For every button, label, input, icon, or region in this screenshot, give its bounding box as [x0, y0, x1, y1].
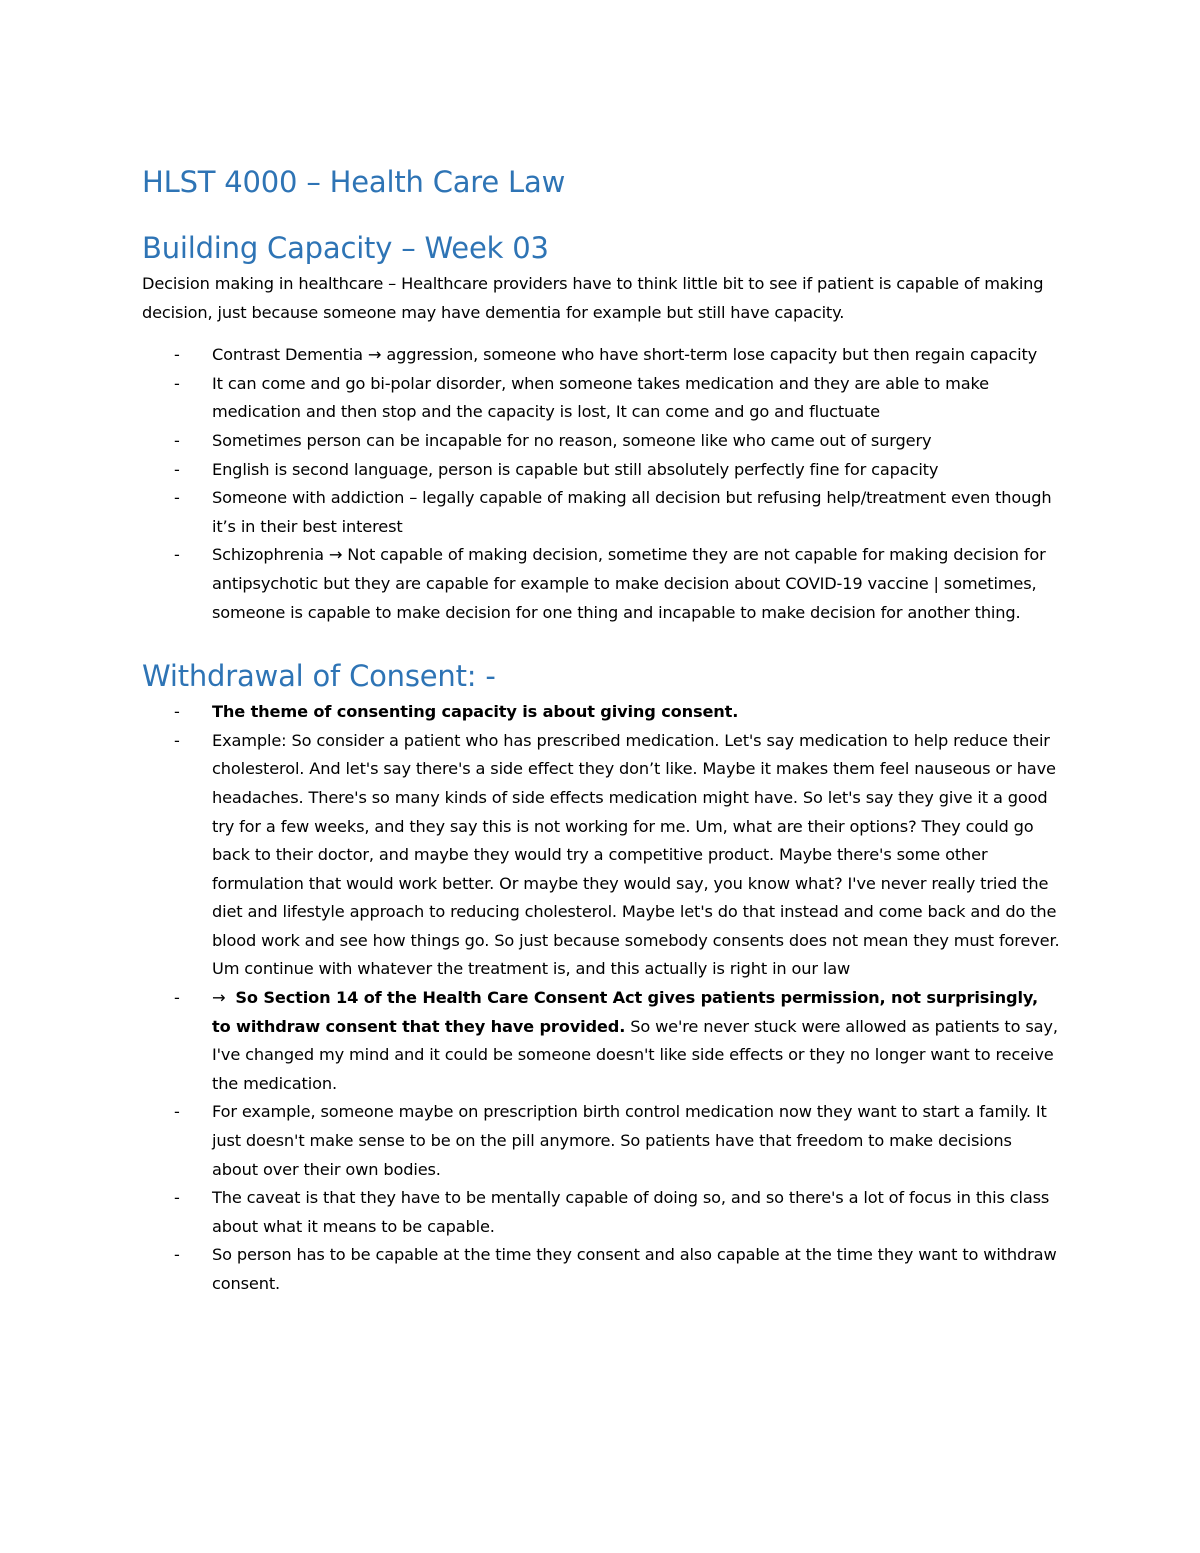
list-item-text: English is second language, person is capable but still absolutely perfectly fine for capacity — [212, 459, 939, 479]
list-item — [142, 427, 1062, 456]
bullet-dash: - — [174, 430, 180, 450]
document-page — [142, 160, 1062, 1299]
list-item-text: Example: So consider a patient who has prescribed medication. Let's say medication to help reduce their cholesterol. And let's say there's a side effect they don’t like. Maybe it makes them feel nauseous or have headaches. There's so many kinds of side effects medication might have. So let's say they give it a good try for a few weeks, and they say this is not working for me. Um, what are their options? They could go back to their doctor, and maybe they would try a competitive product. Maybe there's some other formulation that would work better. Or maybe they would say, you know what? I've never really tried the diet and lifestyle approach to reducing cholesterol. Maybe let's do that instead and come back and do the blood work and see how things go. So just because somebody consents does not mean they must forever. Um continue with whatever the treatment is, and this actually is right in our law — [212, 730, 1060, 979]
arrow-icon: → — [212, 988, 226, 1008]
list-item — [142, 370, 1062, 427]
list-item — [142, 1098, 1062, 1184]
list-item — [142, 541, 1062, 627]
bullet-dash: - — [174, 545, 180, 565]
list-item — [142, 698, 1062, 727]
bullet-dash: - — [174, 1245, 180, 1265]
building-capacity-list — [142, 341, 1062, 627]
list-item — [142, 727, 1062, 984]
list-item — [142, 484, 1062, 541]
list-item — [142, 984, 1062, 1098]
withdrawal-list — [142, 698, 1062, 1298]
course-title: HLST 4000 – Health Care Law — [142, 165, 566, 199]
list-item — [142, 1241, 1062, 1298]
list-item-text: Schizophrenia → Not capable of making decision, sometime they are not capable for making decision for antipsychotic but they are capable for example to make decision about COVID-19 vaccine | sometimes, someone is capable to make decision for one thing and incapable to make decision for another thing. — [212, 545, 1046, 622]
list-item — [142, 1184, 1062, 1241]
list-item — [142, 341, 1062, 370]
list-item-text: The caveat is that they have to be mentally capable of doing so, and so there's a lot of focus in this class about what it means to be capable. — [212, 1188, 1050, 1236]
bullet-dash: - — [174, 488, 180, 508]
bullet-dash: - — [174, 345, 180, 365]
bullet-dash: - — [174, 1102, 180, 1122]
list-item-text: So person has to be capable at the time they consent and also capable at the time they want to withdraw consent. — [212, 1245, 1057, 1293]
list-item-bold-text: So Section 14 of the Health Care Consent Act gives patients permission, not surprisingly, to withdraw consent that they have provided. — [212, 988, 1038, 1036]
list-item — [142, 456, 1062, 485]
bullet-dash: - — [174, 459, 180, 479]
bullet-dash: - — [174, 988, 180, 1008]
withdrawal-of-consent-heading: Withdrawal of Consent: - — [142, 659, 496, 694]
list-item-text: Someone with addiction – legally capable of making all decision but refusing help/treatment even though it’s in their best interest — [212, 488, 1052, 536]
list-item-bold-text: The theme of consenting capacity is about giving consent. — [212, 702, 739, 722]
list-item-text: Contrast Dementia → aggression, someone who have short-term lose capacity but then regain capacity — [212, 345, 1038, 365]
intro-paragraph: Decision making in healthcare – Healthcare providers have to think little bit to see if patient is capable of making decision, just because someone may have dementia for example but still have capacity. — [142, 274, 1044, 322]
bullet-dash: - — [174, 702, 180, 722]
bullet-dash: - — [174, 373, 180, 393]
bullet-dash: - — [174, 1188, 180, 1208]
list-item-text: For example, someone maybe on prescription birth control medication now they want to start a family. It just doesn't make sense to be on the pill anymore. So patients have that freedom to make decisions about over their own bodies. — [212, 1102, 1047, 1179]
list-item-text: So we're never stuck were allowed as patients to say, I've changed my mind and it could be someone doesn't like side effects or they no longer want to receive the medication. — [212, 1016, 1058, 1093]
bullet-dash: - — [174, 730, 180, 750]
list-item-text: Sometimes person can be incapable for no reason, someone like who came out of surgery — [212, 430, 932, 450]
building-capacity-heading: Building Capacity – Week 03 — [142, 231, 549, 265]
list-item-text: It can come and go bi-polar disorder, when someone takes medication and they are able to make medication and then stop and the capacity is lost, It can come and go and fluctuate — [212, 373, 989, 422]
